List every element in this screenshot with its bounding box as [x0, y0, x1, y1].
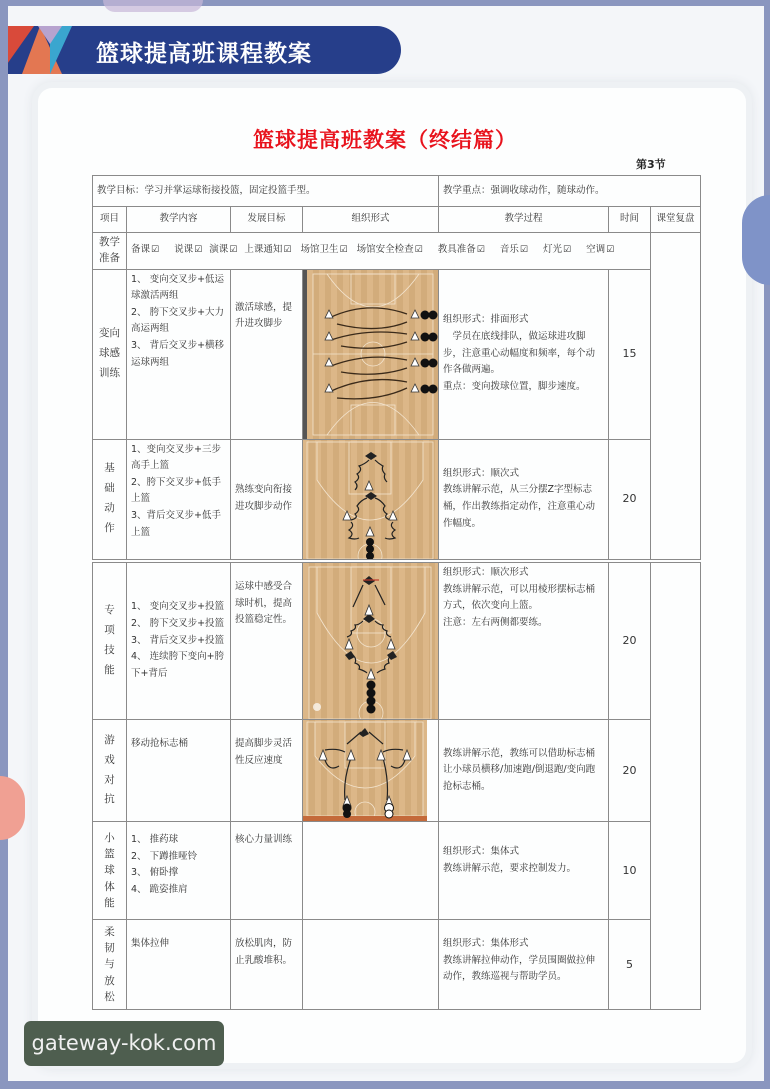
process-line: 组织形式：集体式 [443, 846, 520, 857]
prep-item-label: 空调 [586, 244, 606, 256]
checkbox-checked-icon: ☑ [339, 245, 348, 256]
process-line: 组织形式：顺次形式 [443, 567, 529, 578]
header-organization: 组织形式 [303, 207, 439, 233]
prep-item [174, 244, 202, 255]
review-cell [651, 233, 701, 560]
goal-text: 运球中感受合球时机，提高投篮稳定性。 [235, 581, 293, 626]
prep-item [209, 244, 237, 255]
checkbox-checked-icon: ☑ [519, 245, 528, 256]
prep-item-label: 场馆卫生 [300, 244, 339, 256]
content-cell [127, 822, 231, 920]
goal-text: 熟练变向衔接进攻脚步动作 [235, 484, 293, 512]
content-item: 3、背后交叉步+低手上篮 [131, 510, 222, 538]
goal-text: 激活球感，提升进攻脚步 [235, 301, 293, 330]
table-row [93, 439, 701, 559]
table-row [93, 822, 701, 920]
process-line: 教练讲解示范，教练可以借助标志桶让小球员横移/加速跑/倒退跑/变向跑抢标志桶。 [443, 747, 596, 792]
court-diagram-zigzag-cones [303, 440, 438, 559]
review-cell [651, 563, 701, 1010]
prep-row [93, 233, 701, 270]
header-banner [8, 26, 401, 74]
court-lines-icon [303, 720, 427, 821]
header-process: 教学过程 [439, 207, 609, 233]
time-cell: 20 [609, 720, 651, 822]
project-label: 柔韧与放松 [104, 925, 115, 1003]
table-header-row [93, 207, 701, 233]
checkbox-checked-icon: ☑ [194, 245, 203, 256]
time-cell: 20 [609, 439, 651, 559]
process-cell [439, 563, 609, 720]
content-item: 4、 跪姿推肩 [131, 883, 188, 895]
project-cell [93, 439, 127, 559]
header-project: 项目 [93, 207, 127, 233]
lesson-plan-table-part-1 [92, 175, 701, 560]
prep-item [543, 244, 571, 255]
process-line: 组织形式：排面形式 [443, 314, 529, 326]
watermark-badge: gateway-kok.com [24, 1021, 224, 1066]
court-lines-icon [303, 563, 437, 719]
project-cell [93, 563, 127, 720]
section-number: 第3节 [636, 158, 666, 171]
goal-cell [231, 720, 303, 822]
diagram-cell [303, 720, 439, 822]
goal-text: 核心力量训练 [235, 834, 293, 845]
time-cell: 5 [609, 920, 651, 1010]
header-content: 教学内容 [127, 207, 231, 233]
project-cell [93, 269, 127, 439]
header-goal: 发展目标 [231, 207, 303, 233]
process-cell [439, 439, 609, 559]
content-cell [127, 720, 231, 822]
content-item: 1、 推药球 [131, 834, 179, 845]
prep-label [93, 233, 127, 270]
content-item: 1、变向交叉步+三步高手上篮 [131, 443, 222, 472]
process-line: 教练讲解示范，从三分摆Z字型标志桶，作出教练指定动作，注意重心动作幅度。 [443, 484, 596, 529]
process-line: 教练讲解示范，可以用棱形摆标志桶方式，依次变向上篮。 [443, 583, 596, 612]
court-diagram-lane-dribble [303, 270, 438, 439]
checkbox-checked-icon: ☑ [283, 245, 292, 256]
project-label: 专项技能 [104, 604, 115, 676]
prep-item [357, 244, 423, 255]
header-time: 时间 [609, 207, 651, 233]
teaching-goal: 教学目标：学习并掌运球衔接投篮，固定投篮手型。 [93, 176, 439, 207]
content-cell [127, 563, 231, 720]
project-cell [93, 822, 127, 920]
diagram-cell [303, 822, 439, 920]
process-line: 重点：变向拨球位置，脚步速度。 [443, 380, 586, 392]
prep-item [244, 244, 291, 255]
content-item: 1、 变向交叉步+投篮 [131, 601, 225, 613]
decorative-triangle [38, 26, 62, 44]
content-cell [127, 439, 231, 559]
content-item: 1、 变向交叉步+低运球激活两组 [131, 273, 225, 302]
decorative-half-circle [742, 195, 770, 285]
checkbox-checked-icon: ☑ [151, 245, 160, 256]
goal-cell [231, 920, 303, 1010]
lesson-plan-table-part-2 [92, 562, 701, 1010]
diagram-cell [303, 439, 439, 559]
prep-item-label: 教具准备 [437, 244, 476, 256]
content-item: 2、 胯下交叉步+大力高运两组 [131, 306, 225, 335]
court-lines-icon [307, 270, 438, 439]
prep-item [438, 244, 485, 255]
time-cell: 20 [609, 563, 651, 720]
process-line: 组织形式：顺次式 [443, 467, 520, 479]
header-review: 课堂复盘 [651, 207, 701, 233]
goal-cell [231, 822, 303, 920]
court-diagram-cone-race [303, 720, 427, 821]
checkbox-checked-icon: ☑ [606, 245, 615, 256]
content-item: 2、 下蹲推哑铃 [131, 850, 198, 862]
prep-item [586, 244, 614, 255]
process-cell [439, 822, 609, 920]
time-cell: 15 [609, 269, 651, 439]
content-cell [127, 920, 231, 1010]
prep-item-label: 演课 [209, 244, 229, 256]
court-diagram-diamond-cones [303, 563, 438, 719]
table-row [93, 563, 701, 720]
goal-text: 提高脚步灵活性反应速度 [235, 738, 293, 766]
content-item: 2、胯下交叉步+低手上篮 [131, 476, 222, 505]
project-cell [93, 920, 127, 1010]
goal-text: 放松肌肉，防止乳酸堆积。 [235, 938, 293, 966]
goal-cell [231, 439, 303, 559]
process-line: 教练讲解拉伸动作，学员围圈做拉伸动作，教练巡视与帮助学员。 [443, 954, 596, 983]
goal-cell [231, 563, 303, 720]
table-row [93, 920, 701, 1010]
table-row [93, 720, 701, 822]
process-cell [439, 720, 609, 822]
prep-label-text: 教学准备 [99, 236, 120, 264]
document-title: 篮球提高班教案（终结篇） [253, 128, 517, 152]
project-label: 小篮球体能 [104, 831, 115, 909]
content-item: 集体拉伸 [131, 938, 170, 949]
prep-item [131, 244, 159, 255]
diagram-cell [303, 269, 439, 439]
project-label: 游戏对抗 [104, 733, 115, 806]
goal-cell [231, 269, 303, 439]
prep-item-label: 场馆安全检查 [356, 244, 414, 256]
teaching-focus: 教学重点：强调收球动作，随球动作。 [439, 176, 701, 207]
project-label: 变向球感训练 [99, 327, 120, 379]
checkbox-checked-icon: ☑ [229, 245, 238, 256]
process-cell [439, 269, 609, 439]
prep-checklist [127, 233, 651, 270]
content-item: 4、 连续胯下变向+胯下+背后 [131, 651, 225, 679]
project-cell [93, 720, 127, 822]
content-item: 3、 背后交叉步+投篮 [131, 634, 225, 646]
court-lines-icon [303, 440, 437, 559]
time-cell: 10 [609, 822, 651, 920]
prep-item-label: 上课通知 [244, 244, 283, 256]
content-cell [127, 269, 231, 439]
decorative-shape [103, 0, 203, 12]
prep-item [500, 244, 528, 255]
diagram-cell [303, 563, 439, 720]
checkbox-checked-icon: ☑ [476, 245, 485, 256]
process-line: 组织形式：集体形式 [443, 938, 529, 949]
prep-item-label: 备课 [131, 244, 151, 256]
process-line: 教练讲解示范，要求控制发力。 [443, 862, 577, 874]
process-line: 注意：左右两侧都要练。 [443, 616, 548, 628]
prep-item-label: 灯光 [543, 244, 563, 256]
content-item: 2、 胯下交叉步+投篮 [131, 618, 225, 630]
banner-title: 篮球提高班课程教案 [96, 41, 312, 67]
table-row [93, 269, 701, 439]
checkbox-checked-icon: ☑ [563, 245, 572, 256]
prep-item-label: 说课 [174, 244, 194, 256]
checkbox-checked-icon: ☑ [414, 245, 423, 256]
process-cell [439, 920, 609, 1010]
prep-item-label: 音乐 [499, 244, 519, 256]
process-line: 学员在底线排队，做运球进攻脚步，注意重心动幅度和频率，每个动作各做两遍。 [443, 331, 596, 376]
diagram-cell [303, 920, 439, 1010]
project-label: 基础动作 [104, 462, 115, 534]
content-item: 3、 背后交叉步+横移运球两组 [131, 340, 225, 368]
content-item: 3、 俯卧撑 [131, 867, 179, 879]
content-item: 移动抢标志桶 [131, 738, 189, 749]
prep-item [301, 244, 348, 255]
